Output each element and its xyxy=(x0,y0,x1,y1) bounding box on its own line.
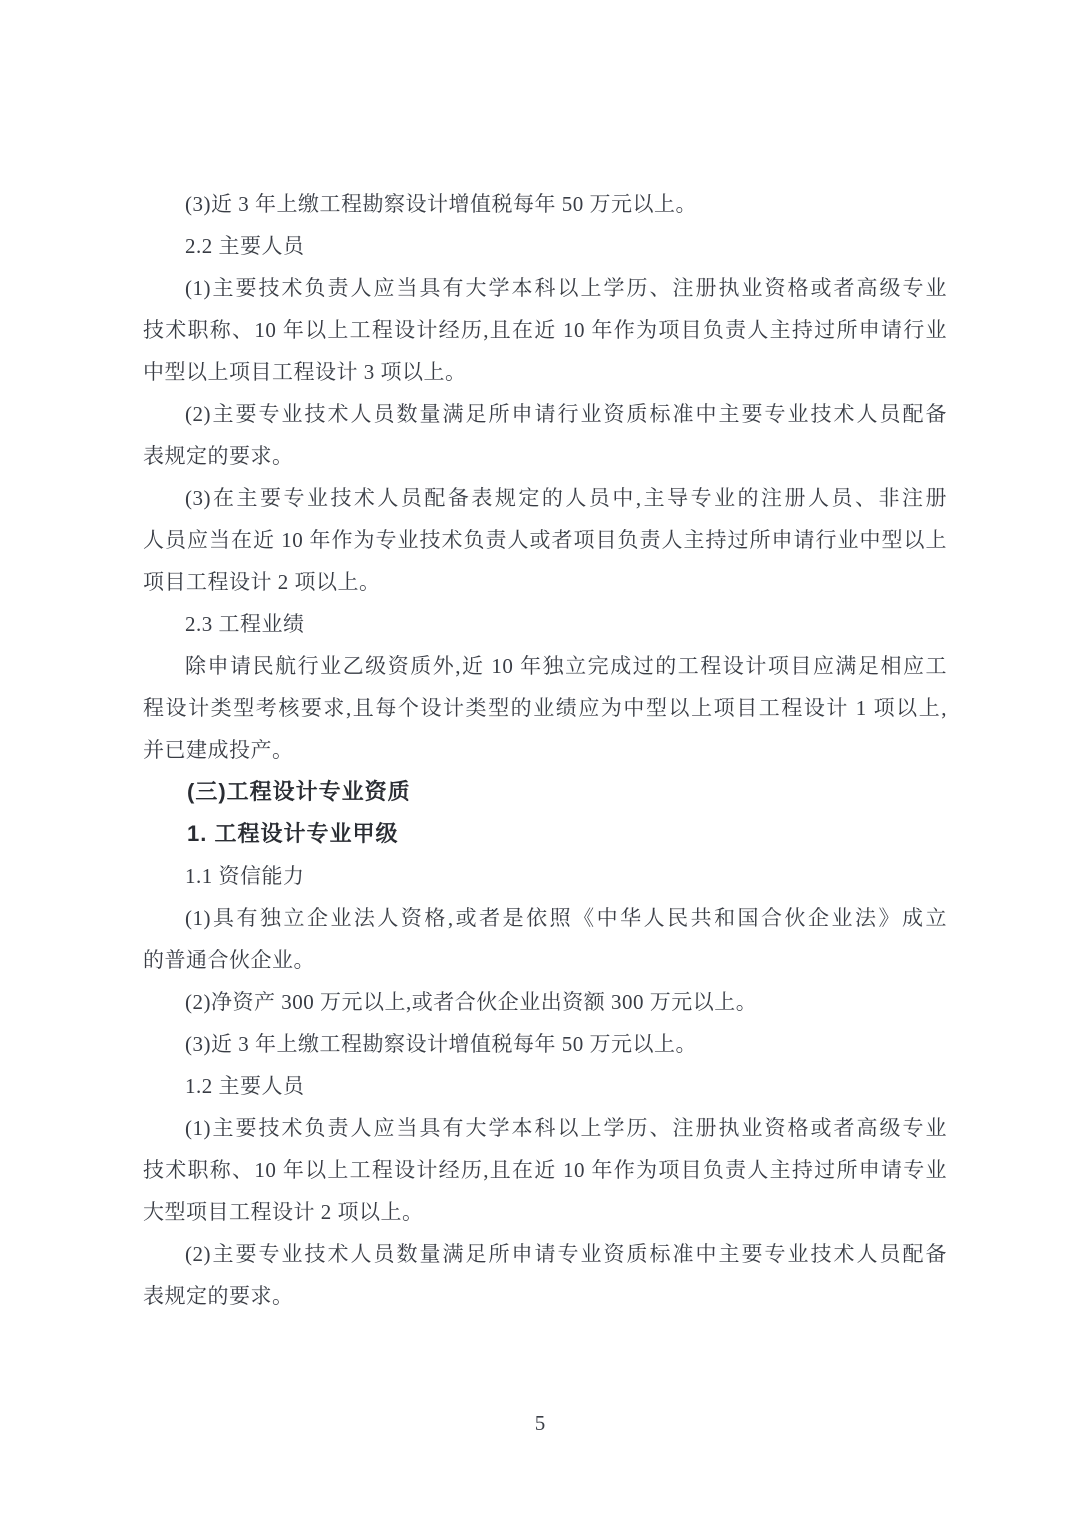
text-line: (1)具有独立企业法人资格,或者是依照《中华人民共和国合伙企业法》成立 xyxy=(185,906,947,930)
text-line: 技术职称、10 年以上工程设计经历,且在近 10 年作为项目负责人主持过所申请专业 xyxy=(143,1158,947,1182)
text-line: (1)主要技术负责人应当具有大学本科以上学历、注册执业资格或者高级专业 xyxy=(185,276,947,300)
text-line: (2)主要专业技术人员数量满足所申请行业资质标准中主要专业技术人员配备 xyxy=(185,402,947,426)
text-line: (2)净资产 300 万元以上,或者合伙企业出资额 300 万元以上。 xyxy=(185,990,758,1014)
text-line: 1.1 资信能力 xyxy=(185,864,305,888)
text-line: 技术职称、10 年以上工程设计经历,且在近 10 年作为项目负责人主持过所申请行业 xyxy=(143,318,947,342)
heading-line: (三)工程设计专业资质 xyxy=(187,779,411,804)
text-line: 并已建成投产。 xyxy=(143,738,294,762)
text-line: 1.2 主要人员 xyxy=(185,1074,305,1098)
text-line: 大型项目工程设计 2 项以上。 xyxy=(143,1200,424,1224)
text-line: (2)主要专业技术人员数量满足所申请专业资质标准中主要专业技术人员配备 xyxy=(185,1242,947,1266)
text-line: 表规定的要求。 xyxy=(143,444,294,468)
text-line: (3)近 3 年上缴工程勘察设计增值税每年 50 万元以上。 xyxy=(185,1032,697,1056)
text-line: (3)在主要专业技术人员配备表规定的人员中,主导专业的注册人员、非注册 xyxy=(185,486,947,510)
text-line: 2.2 主要人员 xyxy=(185,234,305,258)
text-line: 程设计类型考核要求,且每个设计类型的业绩应为中型以上项目工程设计 1 项以上, xyxy=(143,696,947,720)
text-line: 项目工程设计 2 项以上。 xyxy=(143,570,381,594)
document-body xyxy=(143,183,947,1317)
heading-line: 1. 工程设计专业甲级 xyxy=(187,821,399,846)
text-line: 中型以上项目工程设计 3 项以上。 xyxy=(143,360,467,384)
text-line: 表规定的要求。 xyxy=(143,1284,294,1308)
text-line: (1)主要技术负责人应当具有大学本科以上学历、注册执业资格或者高级专业 xyxy=(185,1116,947,1140)
text-line: 2.3 工程业绩 xyxy=(185,612,305,636)
text-line: (3)近 3 年上缴工程勘察设计增值税每年 50 万元以上。 xyxy=(185,192,697,216)
page-number: 5 xyxy=(534,1411,546,1435)
text-line: 的普通合伙企业。 xyxy=(143,948,315,972)
text-line: 除申请民航行业乙级资质外,近 10 年独立完成过的工程设计项目应满足相应工 xyxy=(185,654,947,678)
text-line: 人员应当在近 10 年作为专业技术负责人或者项目负责人主持过所申请行业中型以上 xyxy=(143,528,947,552)
